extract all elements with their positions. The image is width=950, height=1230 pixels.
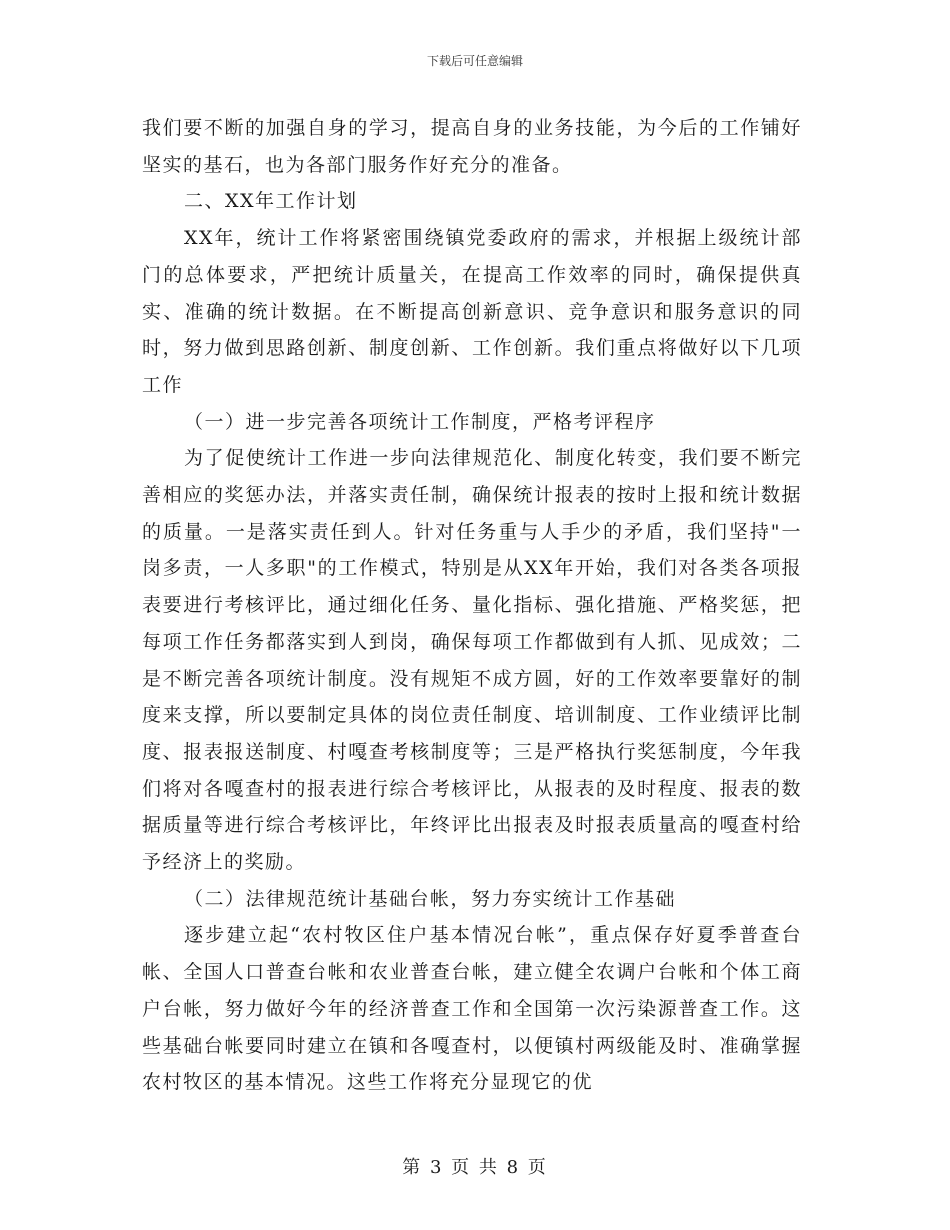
page-number-footer: 第 3 页 共 8 页 bbox=[402, 1157, 548, 1178]
section-heading-2: 二、XX年工作计划 bbox=[184, 190, 358, 213]
document-body bbox=[142, 110, 802, 1101]
subsection-heading-2: （二）法律规范统计基础台帐，努力夯实统计工作基础 bbox=[184, 887, 677, 910]
page-header: 下载后可任意编辑 bbox=[426, 54, 523, 68]
paragraph-5: 为了促使统计工作进一步向法律规范化、制度化转变，我们要不断完善相应的奖惩办法，并落实责任制，确保统计报表的按时上报和统计数据的质量。一是落实责任到人。针对任务重与人手少的矛盾，我们坚持"一岗多责，一人多职"的工作模式，特别是从XX年开始，我们对各类各项报表要进行考核评比，通过细化任务、量化指标、强化措施、严格奖惩，把每项工作任务都落实到人到岗，确保每项工作都做到有人抓、见成效；二是不断完善各项统计制度。没有规矩不成方圆，好的工作效率要靠好的制度来支撑，所以要制定具体的岗位责任制度、培训制度、工作业绩评比制度、报表报送制度、村嘎查考核制度等；三是严格执行奖惩制度，今年我们将对各嘎查村的报表进行综合考核评比，从报表的及时程度、报表的数据质量等进行综合考核评比，年终评比出报表及时报表质量高的嘎查村给予经济上的奖励。 bbox=[142, 447, 802, 874]
paragraph-3: XX年，统计工作将紧密围绕镇党委政府的需求，并根据上级统计部门的总体要求，严把统计质量关，在提高工作效率的同时，确保提供真实、准确的统计数据。在不断提高创新意识、竞争意识和服务意识的同时，努力做到思路创新、制度创新、工作创新。我们重点将做好以下几项工作 bbox=[142, 227, 802, 396]
paragraph-1: 我们要不断的加强自身的学习，提高自身的业务技能，为今后的工作铺好坚实的基石，也为各部门服务作好充分的准备。 bbox=[142, 117, 802, 176]
subsection-heading-1: （一）进一步完善各项统计工作制度，严格考评程序 bbox=[184, 410, 656, 433]
paragraph-7: 逐步建立起“农村牧区住户基本情况台帐”，重点保存好夏季普查台帐、全国人口普查台帐和农业普查台帐，建立健全农调户台帐和个体工商户台帐，努力做好今年的经济普查工作和全国第一次污染源普查工作。这些基础台帐要同时建立在镇和各嘎查村，以便镇村两级能及时、准确掌握农村牧区的基本情况。这些工作将充分显现它的优 bbox=[142, 924, 802, 1094]
